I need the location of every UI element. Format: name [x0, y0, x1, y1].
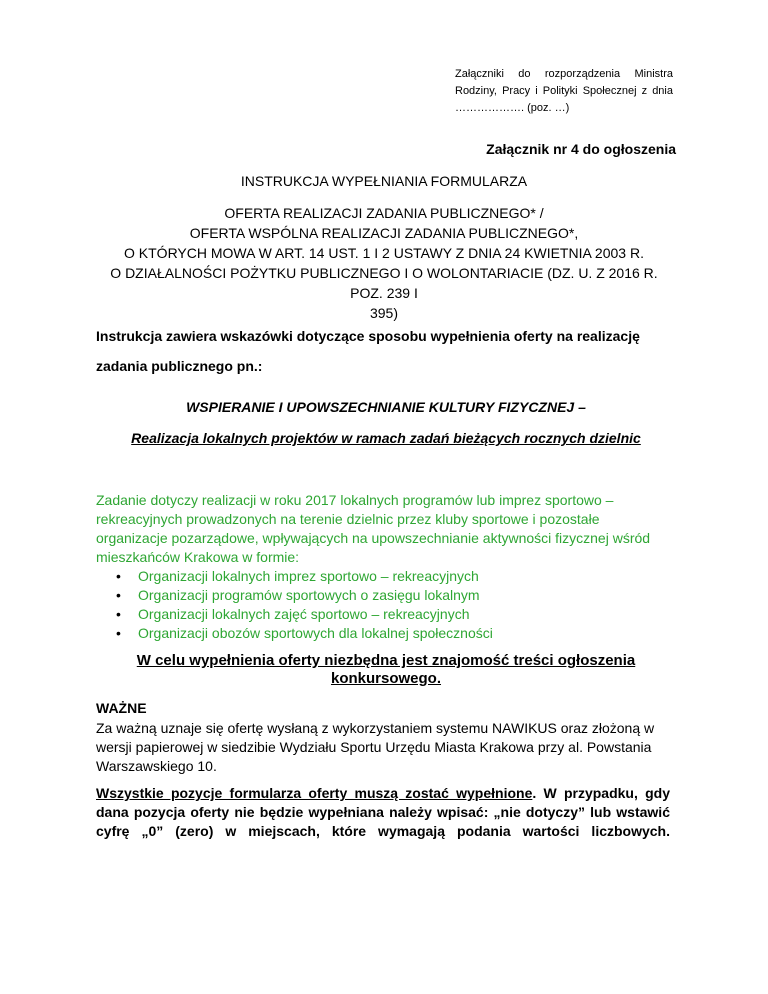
- bullet-icon: •: [116, 587, 121, 603]
- offer-title-line: O KTÓRYCH MOWA W ART. 14 UST. 1 I 2 USTAWY Z DNIA 24 KWIETNIA 2003 R.: [124, 245, 644, 261]
- bullet-icon: •: [116, 606, 121, 622]
- offer-title-line: OFERTA REALIZACJI ZADANIA PUBLICZNEGO* /: [224, 205, 544, 221]
- list-item-label: Organizacji programów sportowych o zasięgu lokalnym: [138, 587, 480, 603]
- regulation-header-note: Załączniki do rozporządzenia Ministra Rodziny, Pracy i Polityki Społecznej z dnia ………………. (poz. …): [455, 68, 673, 114]
- list-item: [96, 586, 493, 605]
- completion-instructions-emphasis: Wszystkie pozycje formularza oferty muszą zostać wypełnione: [96, 785, 533, 801]
- task-title: WSPIERANIE I UPOWSZECHNIANIE KULTURY FIZYCZNEJ –: [186, 399, 586, 415]
- task-subtitle: Realizacja lokalnych projektów w ramach zadań bieżących rocznych dzielnic: [131, 430, 641, 446]
- list-item-label: Organizacji obozów sportowych dla lokalnej społeczności: [138, 625, 493, 641]
- offer-title-line: 395): [369, 305, 399, 321]
- important-label: WAŻNE: [96, 700, 147, 716]
- instruction-title: INSTRUKCJA WYPEŁNIANIA FORMULARZA: [240, 173, 528, 189]
- bullet-icon: •: [116, 625, 121, 641]
- task-forms-list: [96, 567, 493, 643]
- notice-line: W celu wypełnienia oferty niezbędna jest znajomość treści ogłoszenia: [136, 652, 636, 669]
- bullet-icon: •: [116, 568, 121, 584]
- offer-title-line: OFERTA WSPÓLNA REALIZACJI ZADANIA PUBLICZNEGO*,: [189, 225, 579, 241]
- list-item: [96, 624, 493, 643]
- important-text: Za ważną uznaje się ofertę wysłaną z wykorzystaniem systemu NAWIKUS oraz złożoną w wersji papierowej w siedzibie Wydziału Sportu Urzędu Miasta Krakowa przy al. Powstania Warszawskiego 10.: [96, 720, 655, 774]
- annex-number: Załącznik nr 4 do ogłoszenia: [486, 141, 676, 157]
- list-item: [96, 567, 493, 586]
- completion-instructions-rest: . W przypadku, gdy dana pozycja oferty nie będzie wypełniana należy wpisać: „nie dotyczy” lub wstawić cyfrę „0” (zero) w miejscach, które wymagają podania wartości liczbowych.: [96, 785, 670, 839]
- completion-instructions: [96, 784, 670, 841]
- task-description: Zadanie dotyczy realizacji w roku 2017 lokalnych programów lub imprez sportowo – rekreacyjnych prowadzonych na terenie dzielnic przez kluby sportowe i pozostałe organizacje pozarządowe, wpływających na upowszechnianie aktywności fizycznej wśród mieszkańców Krakowa w formie:: [96, 492, 651, 565]
- list-item-label: Organizacji lokalnych zajęć sportowo – rekreacyjnych: [138, 606, 470, 622]
- offer-title: [100, 203, 668, 323]
- list-item-label: Organizacji lokalnych imprez sportowo – rekreacyjnych: [138, 568, 479, 584]
- notice-line: konkursowego.: [330, 670, 442, 687]
- announcement-notice: [96, 652, 676, 688]
- intro-paragraph: Instrukcja zawiera wskazówki dotyczące sposobu wypełnienia oferty na realizację zadania publicznego pn.:: [96, 328, 640, 374]
- offer-title-line: O DZIAŁALNOŚCI POŻYTKU PUBLICZNEGO I O WOLONTARIACIE (DZ. U. Z 2016 R. POZ. 239 I: [110, 265, 658, 301]
- list-item: [96, 605, 493, 624]
